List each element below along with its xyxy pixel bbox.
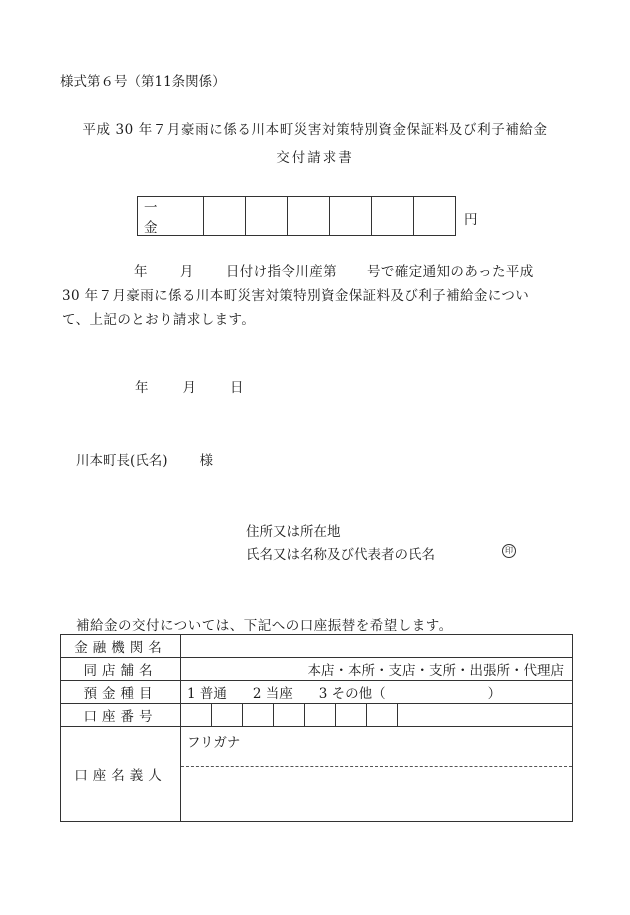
addressee: [76, 449, 213, 469]
deposit-type-label: 預金種目: [61, 681, 181, 704]
account-digit-cell[interactable]: [367, 704, 398, 726]
deposit-type-ordinary[interactable]: 1 普通: [187, 686, 227, 702]
table-row: [61, 704, 573, 727]
furigana-label: フリガナ: [187, 735, 241, 751]
account-digit-cell[interactable]: [181, 704, 212, 726]
account-holder-field: [181, 727, 573, 822]
body-month: 月: [179, 264, 194, 280]
amount-label: 一 金: [138, 197, 204, 235]
account-holder-label: 口座名義人: [61, 727, 181, 822]
amount-digit-cell[interactable]: [414, 197, 455, 235]
bank-name-label: 金融機関名: [61, 635, 181, 658]
seal-mark: 印: [502, 544, 516, 558]
account-digit-cell[interactable]: [212, 704, 243, 726]
body-line-1: [62, 260, 574, 284]
date-day: 日: [230, 380, 244, 396]
account-digit-cell[interactable]: [305, 704, 336, 726]
body-number-ref: 号で確定通知のあった平成: [367, 264, 534, 280]
branch-label: 同店舗名: [61, 658, 181, 681]
bank-name-field[interactable]: [181, 635, 573, 658]
body-line-2: 30 年７月豪雨に係る川本町災害対策特別資金保証料及び利子補給金につい: [62, 288, 530, 304]
account-number-field: [181, 704, 573, 727]
request-date: [135, 376, 244, 396]
account-digit-cell[interactable]: [336, 704, 367, 726]
furigana-field[interactable]: [181, 727, 572, 767]
body-year: 年: [134, 264, 148, 280]
body-date-ref: 日付け指令川産第: [225, 264, 338, 280]
request-body: [62, 260, 574, 332]
table-row: [61, 681, 573, 704]
deposit-type-close: ）: [487, 686, 502, 702]
amount-unit: 円: [464, 212, 478, 228]
transfer-note: 補給金の交付については、下記への口座振替を希望します。: [76, 618, 453, 634]
document-title: 平成 30 年７月豪雨に係る川本町災害対策特別資金保証料及び利子補給金: [82, 122, 548, 138]
table-row: [61, 727, 573, 822]
account-digit-cell[interactable]: [243, 704, 274, 726]
deposit-type-other[interactable]: 3 その他（: [318, 686, 386, 702]
table-row: [61, 658, 573, 681]
amount-digit-cell[interactable]: [372, 197, 414, 235]
addressee-honorific: 様: [199, 453, 214, 469]
holder-name-field[interactable]: [181, 767, 572, 819]
deposit-type-current[interactable]: 2 当座: [252, 686, 293, 702]
name-label: 氏名又は名称及び代表者の氏名: [246, 547, 435, 563]
date-year: 年: [135, 380, 149, 396]
amount-digit-cell[interactable]: [288, 197, 330, 235]
branch-options[interactable]: 本店・本所・支店・支所・出張所・代理店: [181, 658, 573, 681]
account-digit-cell[interactable]: [274, 704, 305, 726]
table-row: [61, 635, 573, 658]
amount-digit-cell[interactable]: [246, 197, 288, 235]
document-subtitle: 交付請求書: [276, 150, 354, 166]
deposit-type-options[interactable]: [181, 681, 573, 704]
account-number-label: 口座番号: [61, 704, 181, 727]
addressee-title: 川本町長(氏名): [76, 453, 168, 469]
body-line-3: て、上記のとおり請求します。: [62, 312, 256, 328]
address-label: 住所又は所在地: [246, 524, 341, 540]
amount-box: [137, 196, 456, 236]
date-month: 月: [182, 380, 196, 396]
form-label: 様式第６号（第11条関係）: [60, 74, 226, 90]
amount-digit-cell[interactable]: [204, 197, 246, 235]
bank-account-table: [60, 634, 573, 822]
amount-digit-cell[interactable]: [330, 197, 372, 235]
